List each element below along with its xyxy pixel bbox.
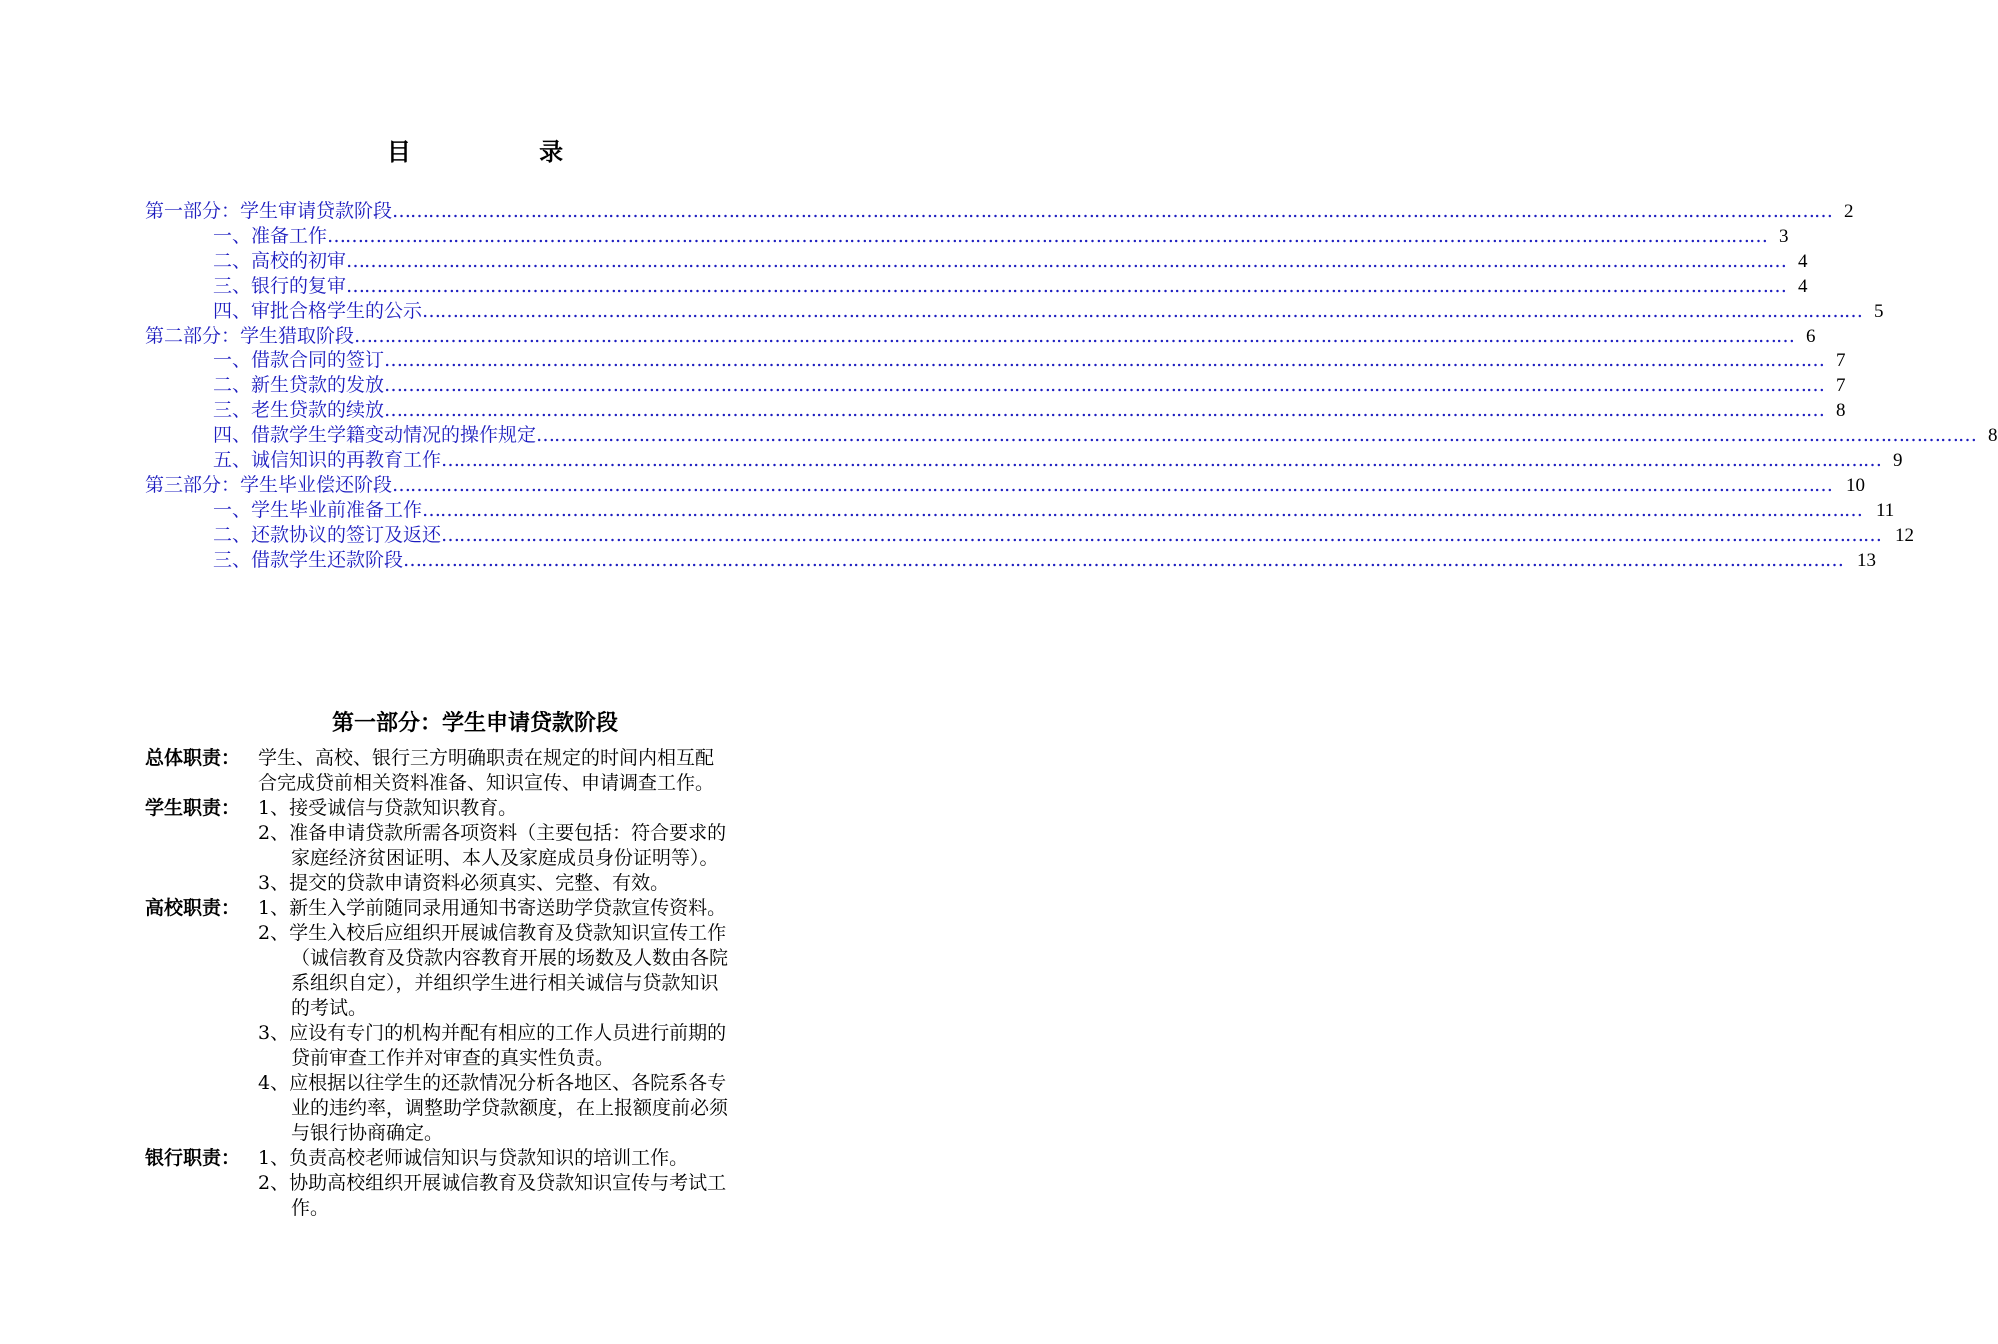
toc-entry-label: 二、新生贷款的发放 bbox=[213, 374, 385, 397]
toc-entry-label: 一、准备工作 bbox=[213, 224, 328, 247]
school-duty-line: 3、应设有专门的机构并配有相应的工作人员进行前期的 bbox=[258, 1022, 727, 1044]
student-duty-line: 1、接受诚信与贷款知识教育。 bbox=[258, 797, 518, 819]
toc-entry[interactable] bbox=[213, 498, 1895, 523]
toc-entry-label: 第一部分：学生审请贷款阶段 bbox=[145, 200, 393, 222]
school-duty-line: 系组织自定），并组织学生进行相关诚信与贷款知识 bbox=[291, 972, 719, 994]
toc-dot-leader: …………………………………………………………………………………………………………………………………………………………………………………………………………………… bbox=[536, 424, 1977, 447]
toc-entry[interactable] bbox=[213, 448, 1903, 473]
toc-dot-leader: …………………………………………………………………………………………………………………………………………………………………………………………………………………… bbox=[354, 324, 1795, 347]
school-duty-label: 高校职责： bbox=[145, 897, 241, 919]
toc-entry-label: 第三部分：学生毕业偿还阶段 bbox=[145, 473, 393, 496]
toc-entry-label: 二、高校的初审 bbox=[213, 249, 347, 272]
school-duty-line: 4、应根据以往学生的还款情况分析各地区、各院系各专 bbox=[258, 1072, 727, 1094]
toc-entry[interactable] bbox=[213, 398, 1846, 423]
toc-entry-label: 一、学生毕业前准备工作 bbox=[213, 498, 423, 521]
toc-entry-page: 7 bbox=[1836, 350, 1846, 372]
toc-entry-page: 11 bbox=[1876, 499, 1895, 521]
toc-entry[interactable] bbox=[145, 199, 1854, 224]
toc-entry-page: 8 bbox=[1836, 400, 1846, 422]
student-duty-line: 3、提交的贷款申请资料必须真实、完整、有效。 bbox=[258, 872, 670, 894]
toc-entry-page: 12 bbox=[1895, 524, 1915, 546]
toc-dot-leader: …………………………………………………………………………………………………………………………………………………………………………………………………………………… bbox=[403, 548, 1844, 571]
toc-entry-page: 3 bbox=[1779, 225, 1789, 247]
toc-entry[interactable] bbox=[213, 373, 1846, 398]
toc-entry-label: 四、借款学生学籍变动情况的操作规定 bbox=[213, 424, 537, 447]
toc-entry-page: 6 bbox=[1806, 325, 1816, 347]
toc-entry[interactable] bbox=[213, 423, 1998, 448]
student-duty-line: 家庭经济贫困证明、本人及家庭成员身份证明等）。 bbox=[291, 847, 719, 869]
school-duty-line: （诚信教育及贷款内容教育开展的场数及人数由各院 bbox=[291, 947, 729, 969]
toc-entry-label: 四、审批合格学生的公示 bbox=[213, 299, 423, 322]
toc-entry-page: 9 bbox=[1893, 450, 1903, 471]
toc-entry[interactable] bbox=[213, 224, 1789, 249]
school-duty-line: 2、学生入校后应组织开展诚信教育及贷款知识宣传工作 bbox=[258, 922, 727, 944]
toc-entry-label: 一、借款合同的签订 bbox=[213, 349, 385, 372]
toc-dot-leader: …………………………………………………………………………………………………………………………………………………………………………………………………………………… bbox=[384, 399, 1825, 422]
school-duty-line: 的考试。 bbox=[291, 997, 368, 1019]
overall-duty-label: 总体职责： bbox=[145, 747, 241, 769]
toc-dot-leader: …………………………………………………………………………………………………………………………………………………………………………………………………………………… bbox=[422, 299, 1863, 322]
student-duty-label: 学生职责： bbox=[145, 797, 241, 819]
toc-dot-leader: …………………………………………………………………………………………………………………………………………………………………………………………………………………… bbox=[384, 374, 1825, 397]
toc-entry-label: 三、银行的复审 bbox=[213, 274, 347, 297]
toc-dot-leader: …………………………………………………………………………………………………………………………………………………………………………………………………………………… bbox=[384, 349, 1825, 372]
toc-entry-label: 五、诚信知识的再教育工作 bbox=[213, 449, 442, 471]
school-duty-line: 1、新生入学前随同录用通知书寄送助学贷款宣传资料。 bbox=[258, 897, 727, 919]
toc-dot-leader: …………………………………………………………………………………………………………………………………………………………………………………………………………………… bbox=[392, 473, 1833, 496]
toc-entry[interactable] bbox=[213, 249, 1808, 274]
section-title: 第一部分：学生申请贷款阶段 bbox=[331, 711, 618, 736]
toc-dot-leader: …………………………………………………………………………………………………………………………………………………………………………………………………………………… bbox=[346, 249, 1787, 272]
toc-entry-page: 10 bbox=[1846, 474, 1866, 496]
school-duty-line: 与银行协商确定。 bbox=[291, 1122, 444, 1144]
toc-dot-leader: …………………………………………………………………………………………………………………………………………………………………………………………………………………… bbox=[441, 449, 1882, 471]
toc-entry[interactable] bbox=[213, 299, 1884, 324]
toc-entry-page: 4 bbox=[1798, 275, 1808, 297]
toc-dot-leader: …………………………………………………………………………………………………………………………………………………………………………………………………………………… bbox=[392, 200, 1833, 222]
toc-entry-page: 13 bbox=[1857, 549, 1877, 571]
toc-dot-leader: …………………………………………………………………………………………………………………………………………………………………………………………………………………… bbox=[441, 523, 1882, 546]
toc-dot-leader: …………………………………………………………………………………………………………………………………………………………………………………………………………………… bbox=[346, 274, 1787, 297]
toc-entry-label: 二、还款协议的签订及返还 bbox=[213, 523, 442, 546]
toc-entry-page: 4 bbox=[1798, 250, 1808, 272]
toc-entry-label: 三、借款学生还款阶段 bbox=[213, 548, 404, 571]
bank-duty-line: 2、协助高校组织开展诚信教育及贷款知识宣传与考试工 bbox=[258, 1172, 727, 1194]
toc-entry[interactable] bbox=[213, 523, 1915, 548]
toc-dot-leader: …………………………………………………………………………………………………………………………………………………………………………………………………………………… bbox=[422, 498, 1863, 521]
bank-duty-label: 银行职责： bbox=[145, 1147, 241, 1169]
toc-entry[interactable] bbox=[213, 548, 1877, 573]
student-duty-line: 2、准备申请贷款所需各项资料（主要包括：符合要求的 bbox=[258, 822, 727, 844]
toc-entry-page: 5 bbox=[1874, 300, 1884, 322]
bank-duty-line: 1、负责高校老师诚信知识与贷款知识的培训工作。 bbox=[258, 1147, 689, 1169]
toc-entry-page: 7 bbox=[1836, 375, 1846, 397]
toc-entry[interactable] bbox=[145, 324, 1816, 349]
school-duty-line: 业的违约率，调整助学贷款额度，在上报额度前必须 bbox=[291, 1097, 729, 1119]
overall-duty-line: 合完成贷前相关资料准备、知识宣传、申请调查工作。 bbox=[258, 772, 715, 794]
toc-title: 目 录 bbox=[386, 138, 624, 166]
school-duty-line: 贷前审查工作并对审查的真实性负责。 bbox=[291, 1047, 615, 1069]
toc-entry-page: 2 bbox=[1844, 201, 1854, 222]
toc-entry-page: 8 bbox=[1988, 425, 1998, 447]
toc-dot-leader: …………………………………………………………………………………………………………………………………………………………………………………………………………………… bbox=[327, 224, 1768, 247]
overall-duty-line: 学生、高校、银行三方明确职责在规定的时间内相互配 bbox=[258, 747, 715, 769]
toc-entry[interactable] bbox=[213, 348, 1846, 373]
toc-entry-label: 三、老生贷款的续放 bbox=[213, 399, 385, 422]
toc-entry[interactable] bbox=[213, 274, 1808, 299]
bank-duty-line: 作。 bbox=[291, 1197, 330, 1219]
toc-entry-label: 第二部分：学生猎取阶段 bbox=[145, 324, 355, 347]
toc-entry[interactable] bbox=[145, 473, 1866, 498]
